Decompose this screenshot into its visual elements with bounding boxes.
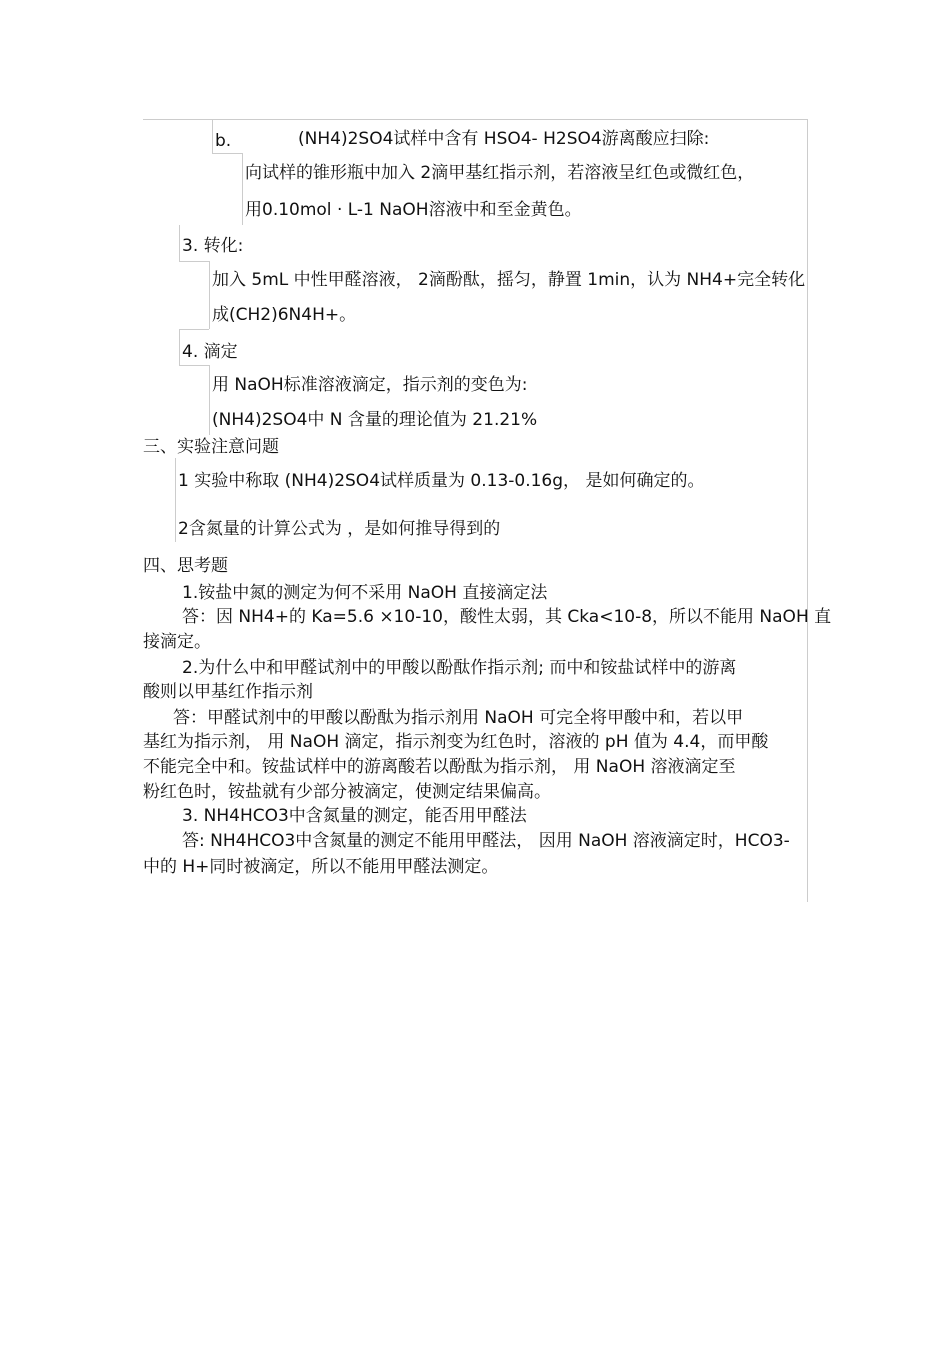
cell-border bbox=[179, 365, 209, 366]
section3-item2: 2含氮量的计算公式为 ，是如何推导得到的 bbox=[178, 519, 501, 539]
question-3: 3. NH4HCO3中含氮量的测定，能否用甲醛法 bbox=[182, 806, 527, 826]
cell-border bbox=[242, 153, 243, 225]
cell-border bbox=[179, 329, 180, 365]
cell-border bbox=[212, 119, 213, 153]
answer-3-line1: 答: NH4HCO3中含氮量的测定不能用甲醛法， 因用 NaOH 溶液滴定时，HCO3- bbox=[182, 831, 790, 851]
cell-border bbox=[175, 458, 176, 542]
cell-border bbox=[209, 261, 210, 329]
answer-1-line2: 接滴定。 bbox=[143, 632, 211, 652]
question-2-line2: 酸则以甲基红作指示剂 bbox=[143, 682, 313, 702]
answer-2-line2: 基红为指示剂， 用 NaOH 滴定，指示剂变为红色时，溶液的 pH 值为 4.4，而甲酸 bbox=[143, 732, 769, 752]
step3-line1: 加入 5mL 中性甲醛溶液， 2滴酚酞，摇匀，静置 1min，认为 NH4+完全转化 bbox=[212, 270, 806, 290]
cell-border bbox=[179, 225, 180, 261]
question-1: 1.铵盐中氮的测定为何不采用 NaOH 直接滴定法 bbox=[182, 583, 548, 603]
step3-line2: 成(CH2)6N4H+。 bbox=[212, 305, 357, 325]
step4-label: 4. 滴定 bbox=[182, 342, 238, 362]
answer-2-line4: 粉红色时，铵盐就有少部分被滴定，使测定结果偏高。 bbox=[143, 782, 551, 802]
step4-line1: 用 NaOH标准溶液滴定，指示剂的变色为: bbox=[212, 375, 528, 395]
answer-3-line2: 中的 H+同时被滴定，所以不能用甲醛法测定。 bbox=[143, 857, 499, 877]
section3-item1: 1 实验中称取 (NH4)2SO4试样质量为 0.13-0.16g， 是如何确定的。 bbox=[178, 471, 705, 491]
question-2-line1: 2.为什么中和甲醛试剂中的甲酸以酚酞作指示剂; 而中和铵盐试样中的游离 bbox=[182, 658, 737, 678]
section3-heading: 三、实验注意问题 bbox=[143, 437, 279, 457]
section-b-line1: (NH4)2SO4试样中含有 HSO4- H2SO4游离酸应扫除: bbox=[298, 129, 710, 149]
section-b-line3: 用0.10mol · L-1 NaOH溶液中和至金黄色。 bbox=[245, 200, 582, 220]
answer-1-line1: 答：因 NH4+的 Ka=5.6 ×10-10，酸性太弱，其 Cka<10-8，所以不能用 NaOH 直 bbox=[182, 607, 832, 627]
section4-heading: 四、思考题 bbox=[143, 556, 228, 576]
cell-border bbox=[179, 329, 209, 330]
cell-border bbox=[209, 365, 210, 435]
cell-border bbox=[179, 261, 209, 262]
section-b-label: b. bbox=[215, 131, 232, 151]
answer-2-line1: 答：甲醛试剂中的甲酸以酚酞为指示剂用 NaOH 可完全将甲酸中和，若以甲 bbox=[173, 708, 744, 728]
step3-label: 3. 转化: bbox=[182, 236, 244, 256]
step4-line2: (NH4)2SO4中 N 含量的理论值为 21.21% bbox=[212, 410, 538, 430]
cell-border bbox=[212, 153, 242, 154]
section-b-line2: 向试样的锥形瓶中加入 2滴甲基红指示剂，若溶液呈红色或微红色， bbox=[245, 163, 755, 183]
answer-2-line3: 不能完全中和。铵盐试样中的游离酸若以酚酞为指示剂， 用 NaOH 溶液滴定至 bbox=[143, 757, 736, 777]
